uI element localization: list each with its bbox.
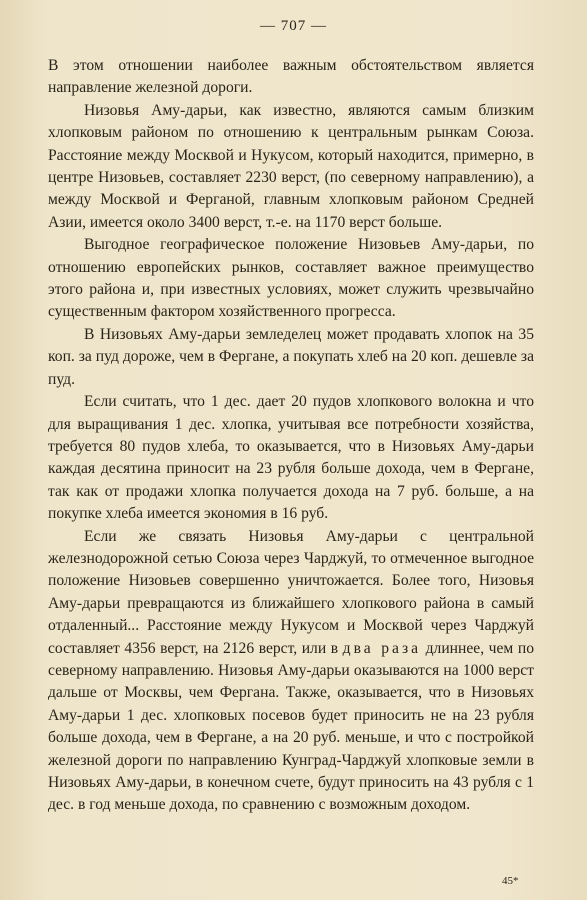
paragraph: В этом отношении наиболее важным обстоятельством является направление железной дороги.: [48, 57, 534, 97]
paragraph-text: длиннее, чем по северному направлению. Низовья Аму-дарьи оказываются на 1000 верст дальше от Москвы, чем Фергана. Также, оказывается, что в Низовьях Аму-дарьи 1 дес. хлопковых посевов будет приносить не на 23 рубля больше дохода, чем в Фергане, а на 20 руб. меньше, и что с постройкой железной дороги по направлению Кунград-Чарджуй хлопковые земли в Низовьях Аму-дарьи, в конечном счете, будут приносить на 43 рубля с 1 дес. в год меньше дохода, по сравнению с возможным доходом.: [48, 639, 534, 814]
paragraph: Низовья Аму-дарьи, как известно, являются самым близким хлопковым районом по отношению к центральным рынкам Союза. Расстояние между Москвой и Нукусом, который находится, примерно, в центре Низовьев, составляет 2230 верст, (по северному направлению), а между Москвой и Ферганой, главным хлопковым районом Средней Азии, имеется около 3400 верст, т.-е. на 1170 верст больше.: [48, 101, 534, 231]
paragraph-text: Если же связать Низовья Аму-дарьи с центральной железнодорожной сетью Союза через Чарджуй, то отмеченное выгодное положение Низовьев совершенно уничтожается. Более того, Низовья Аму-дарьи превращаются из ближайшего хлопкового района в самый отдаленный... Расстояние между Нукусом и Москвой через Чарджуй составляет 4356 верст, на 2126 верст, или в: [48, 527, 534, 657]
page-number-header: — 707 —: [260, 18, 327, 34]
paragraph: Если считать, что 1 дес. дает 20 пудов хлопкового волокна и что для выращивания 1 дес. хлопка, учитывая все потребности хозяйства, требуется 80 пудов хлеба, то оказывается, что в Низовьях Аму-дарьи каждая десятина приносит на 23 рубля больше дохода, чем в Фергане, так как от продажи хлопка получается дохода на 7 руб. больше, а на покупке хлеба имеется экономия в 16 руб.: [48, 393, 534, 523]
paragraph: В Низовьях Аму-дарьи земледелец может продавать хлопок на 35 коп. за пуд дороже, чем в Фергане, а покупать хлеб на 20 коп. дешевле за пуд.: [48, 325, 534, 388]
body-text: [48, 55, 534, 817]
signature-mark: 45*: [502, 875, 519, 887]
paragraph: Выгодное географическое положение Низовьев Аму-дарьи, по отношению европейских рынков, составляет важное преимущество этого района и, при известных условиях, может служить чрезвычайно существенным фактором хозяйственного прогресса.: [48, 236, 534, 321]
paragraph-last: [48, 526, 534, 817]
spaced-emphasis: два раза: [342, 639, 422, 657]
